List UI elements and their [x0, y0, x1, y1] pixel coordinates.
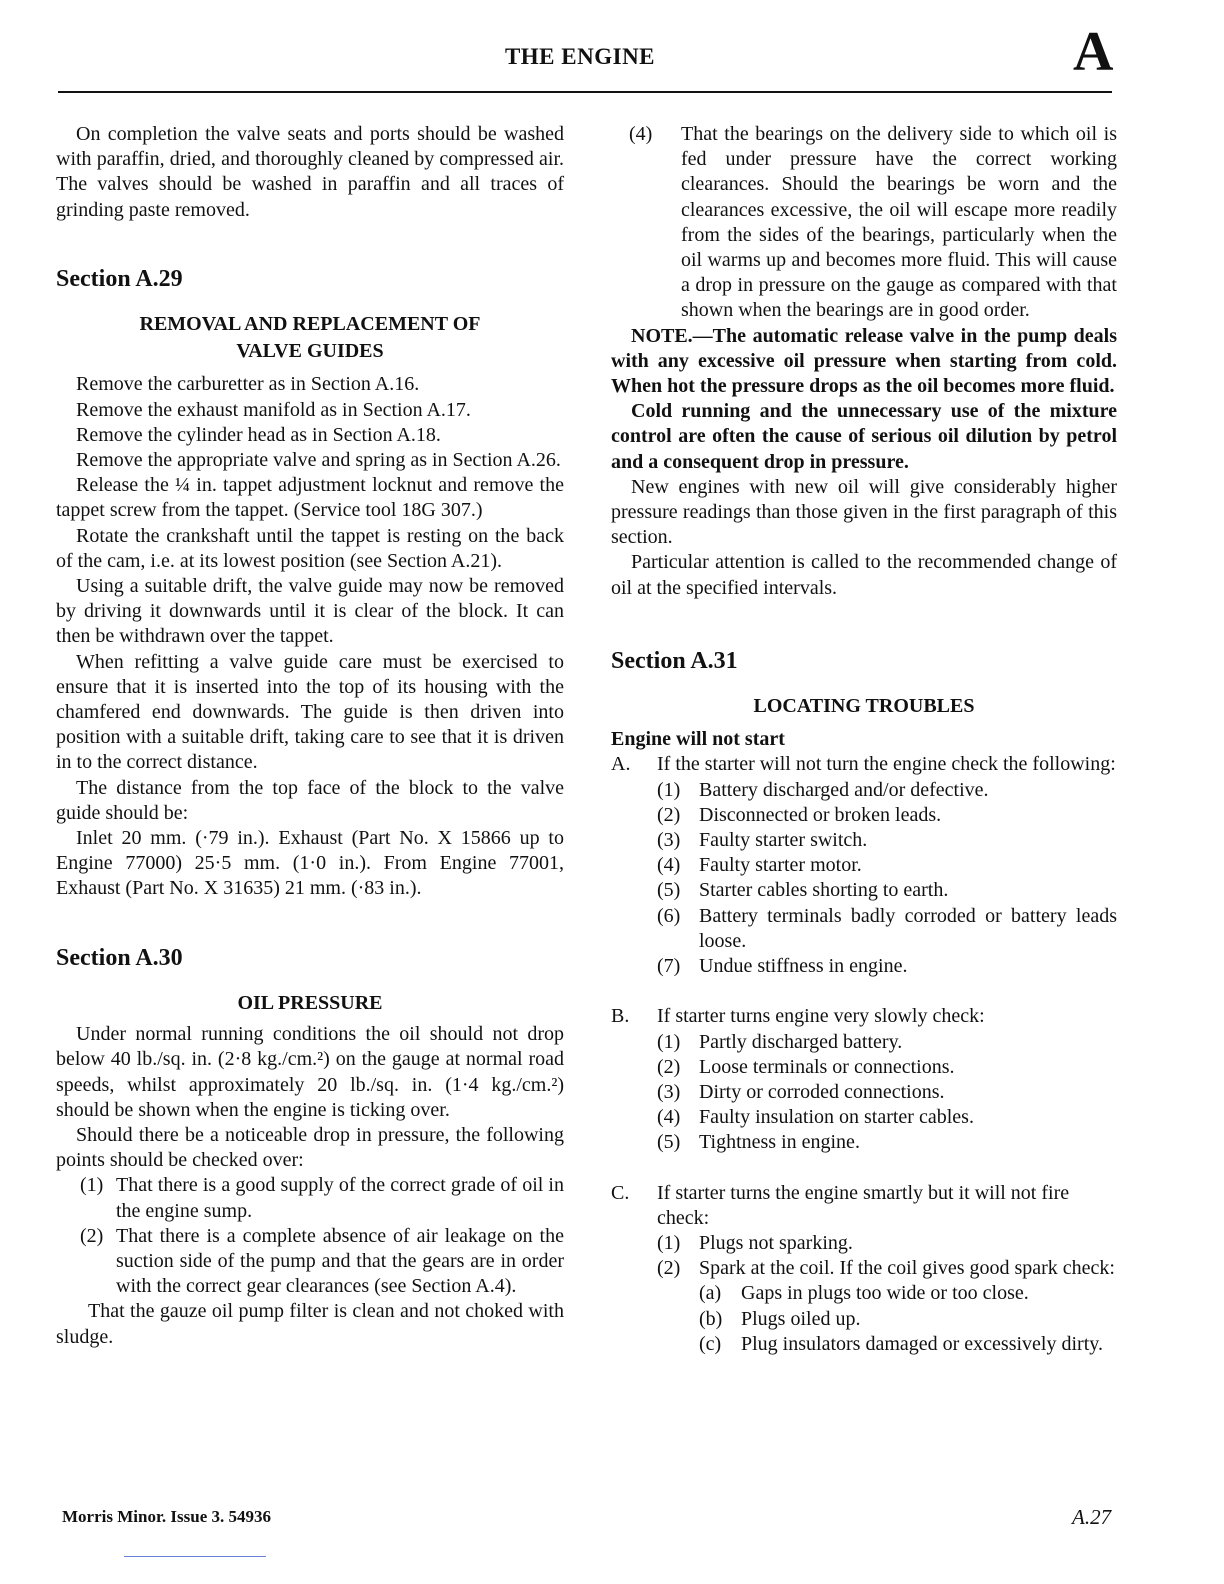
- list-item-text: Loose terminals or connections.: [699, 1055, 955, 1078]
- list-item-number: (1): [80, 1174, 104, 1197]
- left-column: [56, 122, 564, 1350]
- list-item-text: Gaps in plugs too wide or too close.: [741, 1282, 1029, 1305]
- a29-paragraph: Release the ¼ in. tappet adjustment locknut and remove the tappet screw from the tappet. (Service tool 18G 307.): [56, 474, 564, 522]
- list-item-text: Dirty or corroded connections.: [699, 1080, 945, 1103]
- list-item: [611, 122, 1117, 324]
- a29-paragraph: When refitting a valve guide care must be exercised to ensure that it is inserted into the top of its housing with the chamfered end downwards. The guide is then driven into position with a suitable drift, taking care to see that it is driven in to the correct distance.: [56, 650, 564, 774]
- footer-page-number: A.27: [1072, 1505, 1112, 1529]
- a30-paragraph: Under normal running conditions the oil should not drop below 40 lb./sq. in. (2·8 kg./cm.²) on the gauge at normal road speeds, whilst approximately 20 lb./sq. in. (1·4 kg./cm.²) should be shown when the engine is ticking over.: [56, 1023, 564, 1121]
- right-column: [611, 122, 1117, 1357]
- chapter-letter: A: [1073, 21, 1114, 83]
- list-item-text: Plug insulators damaged or excessively dirty.: [741, 1332, 1103, 1355]
- list-item-text: Faulty starter switch.: [699, 829, 868, 852]
- list-item-number: (a): [699, 1282, 722, 1305]
- list-item-number: (4): [657, 854, 681, 877]
- spacer: [611, 1156, 1117, 1181]
- list-item: [657, 904, 1117, 954]
- group-letter: A.: [611, 753, 631, 776]
- list-item: [657, 853, 1117, 878]
- list-item-number: (3): [657, 1080, 681, 1103]
- list-item: [657, 1055, 1117, 1080]
- section-a31-title: Section A.31: [611, 647, 738, 674]
- a30-paragraph: Should there be a noticeable drop in pressure, the following points should be checked over:: [56, 1123, 564, 1172]
- a29-paragraph: Remove the exhaust manifold as in Section A.17.: [76, 398, 471, 421]
- group-letter: B.: [611, 1005, 630, 1028]
- list-item: [56, 1173, 564, 1223]
- list-item: [699, 1281, 1117, 1306]
- list-item-text: That the bearings on the delivery side to which oil is fed under pressure have the correct working clearances. Should the bearings be worn and the clearances excessive, the oil will escape more readily from the sides of the bearings, particularly when the oil warms up and becomes more fluid. This will cause a drop in pressure on the gauge as compared with that shown when the bearings are in good order.: [681, 123, 1117, 322]
- list-item-text: Battery terminals badly corroded or battery leads loose.: [699, 904, 1117, 952]
- a29-paragraph: Inlet 20 mm. (·79 in.). Exhaust (Part No. X 15866 up to Engine 77000) 25·5 mm. (1·0 in.). From Engine 77001, Exhaust (Part No. X 31635) 21 mm. (·83 in.).: [56, 827, 564, 900]
- a29-paragraph: Remove the appropriate valve and spring as in Section A.26.: [76, 449, 561, 472]
- list-item-text: Plugs not sparking.: [699, 1231, 853, 1254]
- list-item-number: (b): [699, 1307, 723, 1330]
- list-item: [699, 1307, 1117, 1332]
- section-a29-subtitle-line2: VALVE GUIDES: [236, 340, 384, 363]
- list-item-text: Tightness in engine.: [699, 1131, 860, 1154]
- list-item-number: (6): [657, 904, 681, 927]
- section-a30-subtitle: OIL PRESSURE: [237, 991, 383, 1014]
- list-item: [699, 1332, 1117, 1357]
- note-paragraph: NOTE.—The automatic release valve in the pump deals with any excessive oil pressure when starting from cold. When hot the pressure drops as the oil becomes more fluid.: [611, 324, 1117, 398]
- list-item-text: That there is a complete absence of air leakage on the suction side of the pump and that the gears are in order with the correct gear clearances (see Section A.4).: [116, 1224, 564, 1298]
- list-item-text: Partly discharged battery.: [699, 1030, 903, 1053]
- section-a29-subtitle-line1: REMOVAL AND REPLACEMENT OF: [139, 313, 481, 336]
- list-item-text: Plugs oiled up.: [741, 1307, 861, 1330]
- list-item-text: Starter cables shorting to earth.: [699, 879, 949, 902]
- list-item-number: (4): [629, 123, 653, 145]
- header-rule: [58, 91, 1112, 93]
- list-item-text: Spark at the coil. If the coil gives good spark check:: [699, 1257, 1115, 1280]
- section-a30-title: Section A.30: [56, 944, 183, 971]
- a30-paragraph: That the gauze oil pump filter is clean and not choked with sludge.: [56, 1300, 564, 1348]
- list-item-text: That there is a good supply of the correct grade of oil in the engine sump.: [116, 1174, 564, 1222]
- footer-publication-info: Morris Minor. Issue 3. 54936: [62, 1507, 272, 1526]
- list-item-text: Faulty insulation on starter cables.: [699, 1106, 974, 1129]
- list-item-number: (2): [657, 803, 681, 826]
- list-item: [56, 1224, 564, 1300]
- list-item-number: (2): [80, 1224, 104, 1247]
- group-text: If starter turns the engine smartly but it will not fire check:: [657, 1181, 1070, 1229]
- group-text: If the starter will not turn the engine check the following:: [657, 753, 1116, 776]
- group-text: If starter turns engine very slowly check:: [657, 1005, 985, 1028]
- list-item-number: (5): [657, 879, 681, 902]
- trouble-group-b: [611, 1004, 1117, 1155]
- list-item-text: Undue stiffness in engine.: [699, 955, 908, 978]
- spacer: [611, 979, 1117, 1004]
- list-item: [657, 878, 1117, 903]
- list-item-text: Disconnected or broken leads.: [699, 803, 942, 826]
- list-item: [657, 954, 1117, 979]
- engine-will-not-start-heading: Engine will not start: [611, 728, 785, 751]
- cold-running-paragraph: Cold running and the unnecessary use of the mixture control are often the cause of serious oil dilution by petrol and a consequent drop in pressure.: [611, 400, 1117, 473]
- a29-paragraph: Remove the cylinder head as in Section A.18.: [76, 423, 441, 446]
- list-item-text: Faulty starter motor.: [699, 854, 862, 877]
- list-item-number: (7): [657, 955, 681, 978]
- new-engines-paragraph: New engines with new oil will give considerably higher pressure readings than those given in the first paragraph of this section.: [611, 475, 1117, 549]
- a29-paragraph: Remove the carburetter as in Section A.16.: [76, 373, 420, 396]
- list-item-number: (1): [657, 1231, 681, 1254]
- footer-divider: [124, 1556, 266, 1557]
- a29-paragraph: Using a suitable drift, the valve guide may now be removed by driving it downwards until it is clear of the block. It can then be withdrawn over the tappet.: [56, 575, 564, 648]
- trouble-group-a: [611, 752, 1117, 979]
- list-item: [657, 778, 1117, 803]
- list-item: [657, 828, 1117, 853]
- list-item: [657, 803, 1117, 828]
- list-item: [657, 1130, 1117, 1155]
- list-item: [657, 1105, 1117, 1130]
- list-item: [657, 1231, 1117, 1256]
- trouble-group-c: [611, 1181, 1117, 1357]
- list-item: [657, 1256, 1117, 1281]
- list-item-number: (2): [657, 1257, 681, 1280]
- list-item-text: Battery discharged and/or defective.: [699, 778, 989, 801]
- oil-change-paragraph: Particular attention is called to the recommended change of oil at the specified intervals.: [611, 551, 1117, 599]
- list-item: [657, 1080, 1117, 1105]
- list-item-number: (3): [657, 829, 681, 852]
- page-header-title: THE ENGINE: [504, 44, 656, 69]
- section-a29-title: Section A.29: [56, 265, 183, 292]
- list-item-number: (5): [657, 1131, 681, 1154]
- list-item-number: (c): [699, 1332, 722, 1355]
- group-letter: C.: [611, 1181, 630, 1204]
- list-item: [657, 1030, 1117, 1055]
- intro-paragraph: On completion the valve seats and ports should be washed with paraffin, dried, and thoroughly cleaned by compressed air. The valves should be washed in paraffin and all traces of grinding paste removed.: [56, 123, 564, 221]
- list-item-number: (4): [657, 1106, 681, 1129]
- list-item-number: (2): [657, 1055, 681, 1078]
- list-item-number: (1): [657, 1030, 681, 1053]
- list-item-number: (1): [657, 778, 681, 801]
- a29-paragraph: Rotate the crankshaft until the tappet is resting on the back of the cam, i.e. at its lowest position (see Section A.21).: [56, 524, 564, 572]
- a29-paragraph: The distance from the top face of the block to the valve guide should be:: [56, 776, 564, 824]
- section-a31-subtitle: LOCATING TROUBLES: [753, 695, 975, 718]
